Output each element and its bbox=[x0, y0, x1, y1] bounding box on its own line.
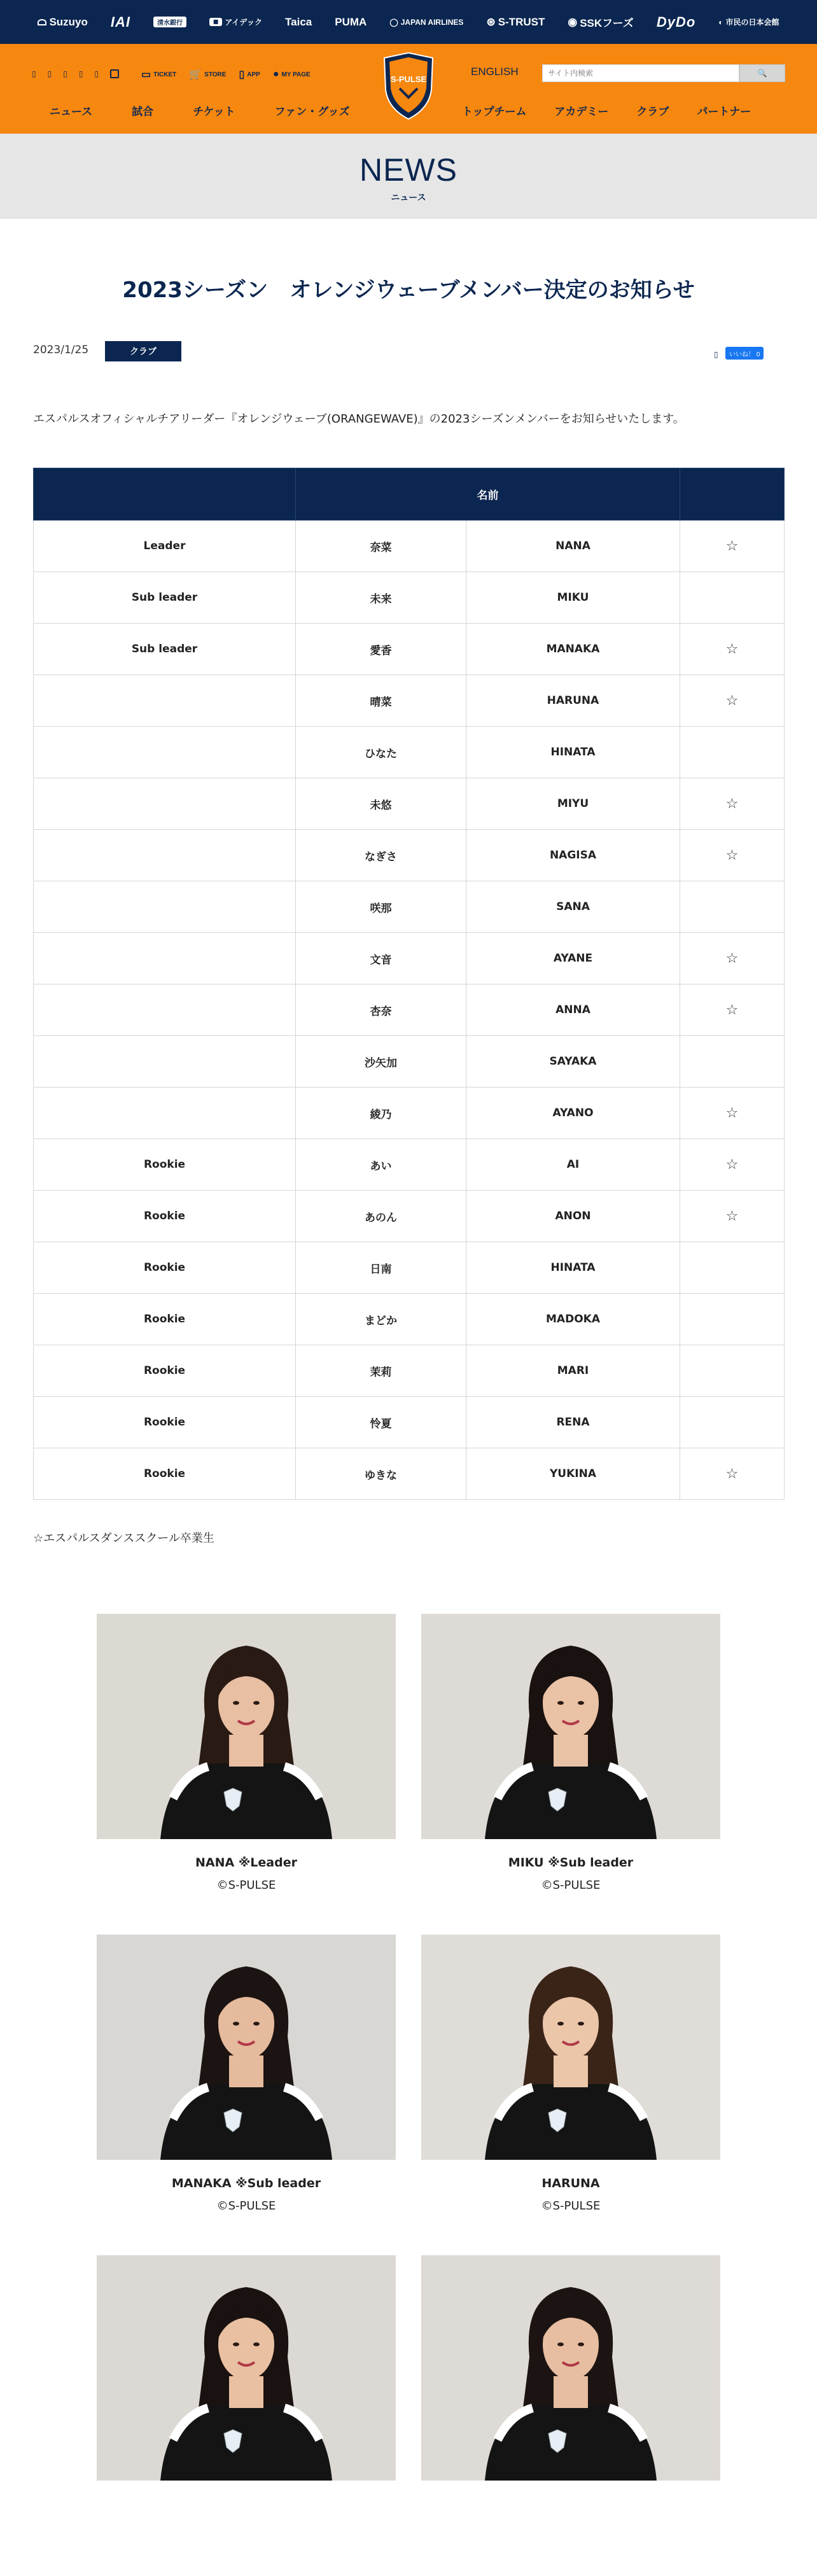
member-rows bbox=[34, 521, 785, 1500]
cell-school-mark bbox=[680, 1397, 785, 1448]
cell-name-en: MIKU bbox=[466, 572, 680, 624]
crane-icon: ◯ bbox=[389, 17, 398, 27]
facebook-icon[interactable]: ▯ bbox=[47, 69, 52, 78]
member-photo[interactable] bbox=[421, 2255, 720, 2481]
table-row bbox=[34, 1448, 785, 1500]
table-row bbox=[34, 1345, 785, 1397]
cell-role bbox=[34, 984, 296, 1036]
ticket-link[interactable] bbox=[141, 68, 176, 81]
nav-news[interactable]: ニュース bbox=[50, 106, 93, 118]
cell-school-mark bbox=[680, 1036, 785, 1088]
table-row bbox=[34, 778, 785, 830]
footnote: ☆エスパルスダンススクール卒業生 bbox=[33, 1532, 214, 1545]
photo-caption: NANA ※Leader bbox=[195, 1856, 297, 1870]
cell-role: Sub leader bbox=[34, 624, 296, 675]
cell-role bbox=[34, 933, 296, 984]
cell-name-en: AYANO bbox=[466, 1088, 680, 1139]
cell-school-mark: ☆ bbox=[680, 1088, 785, 1139]
cell-role: Rookie bbox=[34, 1294, 296, 1345]
nav-ticket[interactable]: チケット bbox=[193, 106, 235, 118]
cell-role: Rookie bbox=[34, 1448, 296, 1500]
photo-credit: ©S-PULSE bbox=[216, 1879, 276, 1892]
table-row bbox=[34, 830, 785, 881]
table-row bbox=[34, 984, 785, 1036]
spulse-logo[interactable] bbox=[381, 52, 436, 120]
member-photo[interactable] bbox=[97, 1614, 396, 1839]
main-nav-left bbox=[50, 102, 349, 118]
sponsor-logo-puma[interactable]: PUMA bbox=[335, 15, 367, 28]
cell-name-ja: なぎさ bbox=[296, 830, 466, 881]
sponsor-logo-hall[interactable] bbox=[718, 17, 779, 27]
cell-school-mark: ☆ bbox=[680, 624, 785, 675]
cell-name-ja: 奈菜 bbox=[296, 521, 466, 572]
cell-name-en: RENA bbox=[466, 1397, 680, 1448]
nav-top-team[interactable]: トップチーム bbox=[462, 106, 527, 118]
member-photo-card bbox=[421, 1614, 720, 1935]
table-row bbox=[34, 675, 785, 727]
photo-caption: MIKU ※Sub leader bbox=[508, 1856, 634, 1870]
table-row bbox=[34, 1139, 785, 1191]
member-photo[interactable] bbox=[97, 1935, 396, 2160]
app-link[interactable] bbox=[239, 68, 260, 81]
sponsor-name: JAPAN AIRLINES bbox=[400, 17, 464, 27]
sponsor-logo-suzuyo[interactable] bbox=[38, 16, 87, 29]
cell-name-ja: 愛香 bbox=[296, 624, 466, 675]
sponsor-name: 清水銀行 bbox=[153, 17, 186, 27]
cell-name-en: ANON bbox=[466, 1191, 680, 1242]
aidek-mark-icon: ◼ bbox=[209, 18, 222, 26]
cart-icon: 🛒 bbox=[189, 69, 202, 80]
youtube-icon[interactable]: ▯ bbox=[78, 69, 83, 78]
photo-credit: ©S-PULSE bbox=[541, 1879, 601, 1892]
cell-role: Leader bbox=[34, 521, 296, 572]
article-intro: エスパルスオフィシャルチアリーダー『オレンジウェーブ(ORANGEWAVE)』の2023シーズンメンバーをお知らせいたします。 bbox=[33, 412, 685, 426]
cell-name-ja: 未悠 bbox=[296, 778, 466, 830]
table-row bbox=[34, 1036, 785, 1088]
search-input[interactable] bbox=[542, 64, 739, 82]
nav-fan-goods[interactable]: ファン・グッズ bbox=[274, 106, 350, 118]
cell-role: Sub leader bbox=[34, 572, 296, 624]
share-icon[interactable]: ▯ bbox=[714, 350, 718, 359]
cell-school-mark: ☆ bbox=[680, 1448, 785, 1500]
tiktok-icon[interactable] bbox=[110, 69, 119, 78]
hall-mark-icon: ◐ bbox=[718, 17, 723, 27]
cell-name-ja: 未来 bbox=[296, 572, 466, 624]
cell-name-en: NAGISA bbox=[466, 830, 680, 881]
cell-name-en: HINATA bbox=[466, 727, 680, 778]
member-photo-card bbox=[421, 1935, 720, 2255]
app-label: APP bbox=[247, 71, 260, 78]
sponsor-logo-iai[interactable]: IAI bbox=[110, 13, 131, 30]
table-row bbox=[34, 1397, 785, 1448]
sponsor-logo-strust[interactable] bbox=[486, 16, 545, 29]
photo-grid bbox=[97, 1614, 720, 2576]
cell-role: Rookie bbox=[34, 1397, 296, 1448]
member-photo-card bbox=[97, 1614, 396, 1935]
photo-credit: ©S-PULSE bbox=[216, 2199, 276, 2213]
cell-name-ja: 咲那 bbox=[296, 881, 466, 933]
cell-name-ja: 茉莉 bbox=[296, 1345, 466, 1397]
cell-role bbox=[34, 675, 296, 727]
cell-role: Rookie bbox=[34, 1242, 296, 1294]
table-row bbox=[34, 933, 785, 984]
cell-role bbox=[34, 778, 296, 830]
cell-name-ja: 文音 bbox=[296, 933, 466, 984]
sponsor-name: SSKフーズ bbox=[580, 17, 634, 29]
cell-name-en: MARI bbox=[466, 1345, 680, 1397]
cell-school-mark: ☆ bbox=[680, 675, 785, 727]
news-banner bbox=[0, 134, 817, 219]
photo-caption: MANAKA ※Sub leader bbox=[171, 2176, 321, 2190]
suzuyo-mark-icon bbox=[38, 19, 46, 25]
sponsor-logo-aidek[interactable] bbox=[209, 17, 262, 27]
mypage-label: MY PAGE bbox=[281, 71, 311, 78]
line-icon[interactable]: ▯ bbox=[94, 69, 99, 78]
cell-name-en: SAYAKA bbox=[466, 1036, 680, 1088]
cell-name-ja: 綾乃 bbox=[296, 1088, 466, 1139]
cell-school-mark bbox=[680, 1242, 785, 1294]
facebook-like-button[interactable]: いいね！ 0 bbox=[725, 347, 764, 360]
cell-school-mark bbox=[680, 881, 785, 933]
search-icon: 🔍 bbox=[757, 69, 767, 78]
nav-academy[interactable]: アカデミー bbox=[554, 106, 609, 118]
cell-name-ja: あのん bbox=[296, 1191, 466, 1242]
nav-partner[interactable]: パートナー bbox=[697, 106, 751, 118]
member-table bbox=[33, 468, 785, 1500]
ticket-icon: ▭ bbox=[141, 69, 151, 80]
sponsor-logo-taica[interactable]: Taica bbox=[285, 15, 312, 28]
member-photo-card bbox=[97, 2255, 396, 2576]
cell-school-mark bbox=[680, 727, 785, 778]
table-header-row bbox=[34, 468, 785, 521]
main-nav-right bbox=[462, 102, 751, 118]
banner-subtitle: ニュース bbox=[391, 193, 426, 203]
cell-name-ja: ひなた bbox=[296, 727, 466, 778]
table-row bbox=[34, 1191, 785, 1242]
banner-title: NEWS bbox=[360, 152, 457, 188]
cell-role: Rookie bbox=[34, 1345, 296, 1397]
cell-name-en: HINATA bbox=[466, 1242, 680, 1294]
cell-name-ja: 晴菜 bbox=[296, 675, 466, 727]
user-icon: ● bbox=[272, 69, 279, 80]
header-name: 名前 bbox=[296, 468, 680, 521]
sponsor-logo-dydo[interactable]: DyDo bbox=[656, 13, 696, 30]
sponsor-name: Suzuyo bbox=[49, 15, 88, 28]
ssk-mark-icon: ◉ bbox=[568, 15, 578, 28]
cell-name-en: SANA bbox=[466, 881, 680, 933]
ticket-label: TICKET bbox=[153, 71, 177, 78]
member-photo-card bbox=[97, 1935, 396, 2255]
cell-name-en: MADOKA bbox=[466, 1294, 680, 1345]
cell-school-mark: ☆ bbox=[680, 984, 785, 1036]
cell-school-mark: ☆ bbox=[680, 778, 785, 830]
social-links bbox=[32, 69, 119, 78]
photo-caption: HARUNA bbox=[541, 2176, 600, 2190]
cell-name-en: MIYU bbox=[466, 778, 680, 830]
search-button[interactable] bbox=[739, 64, 785, 82]
cell-name-ja: 日南 bbox=[296, 1242, 466, 1294]
table-row bbox=[34, 572, 785, 624]
table-row bbox=[34, 1294, 785, 1345]
photo-credit: ©S-PULSE bbox=[541, 2199, 601, 2213]
smartphone-icon: ▯ bbox=[239, 69, 245, 80]
cell-school-mark: ☆ bbox=[680, 830, 785, 881]
cell-name-ja: あい bbox=[296, 1139, 466, 1191]
table-row bbox=[34, 1242, 785, 1294]
nav-match[interactable]: 試合 bbox=[132, 106, 154, 118]
sponsor-bar bbox=[0, 0, 817, 44]
site-header bbox=[0, 44, 817, 134]
english-link[interactable]: ENGLISH bbox=[471, 66, 519, 78]
cell-name-ja: まどか bbox=[296, 1294, 466, 1345]
cell-role bbox=[34, 881, 296, 933]
strust-mark-icon: ⊛ bbox=[486, 15, 496, 28]
cell-school-mark bbox=[680, 1294, 785, 1345]
twitter-icon[interactable]: ▯ bbox=[32, 69, 36, 78]
cell-name-ja: ゆきな bbox=[296, 1448, 466, 1500]
logo-text: S-PULSE bbox=[390, 74, 427, 84]
cell-school-mark bbox=[680, 572, 785, 624]
cell-role bbox=[34, 1036, 296, 1088]
table-row bbox=[34, 624, 785, 675]
cell-school-mark: ☆ bbox=[680, 1139, 785, 1191]
table-row bbox=[34, 881, 785, 933]
header-mark bbox=[680, 468, 785, 521]
cell-role bbox=[34, 1088, 296, 1139]
instagram-icon[interactable]: ▯ bbox=[63, 69, 67, 78]
sponsor-logo-shimizu-bank[interactable] bbox=[153, 17, 186, 27]
mypage-link[interactable] bbox=[273, 69, 311, 80]
cell-name-ja: 沙矢加 bbox=[296, 1036, 466, 1088]
cell-name-en: HARUNA bbox=[466, 675, 680, 727]
nav-club[interactable]: クラブ bbox=[636, 106, 669, 118]
cell-role bbox=[34, 830, 296, 881]
cell-name-en: YUKINA bbox=[466, 1448, 680, 1500]
member-photo[interactable] bbox=[421, 1614, 720, 1839]
member-photo[interactable] bbox=[97, 2255, 396, 2481]
sponsor-name: 市民の日本会館 bbox=[725, 18, 779, 27]
cell-school-mark: ☆ bbox=[680, 1191, 785, 1242]
utility-links bbox=[141, 68, 311, 81]
sponsor-name: アイデック bbox=[225, 18, 263, 27]
member-photo[interactable] bbox=[421, 1935, 720, 2160]
cell-name-en: ANNA bbox=[466, 984, 680, 1036]
member-photo-card bbox=[421, 2255, 720, 2576]
sponsor-logo-ssk[interactable] bbox=[568, 14, 633, 30]
header-role bbox=[34, 468, 296, 521]
cell-name-en: MANAKA bbox=[466, 624, 680, 675]
site-search bbox=[542, 64, 785, 82]
cell-name-en: AI bbox=[466, 1139, 680, 1191]
cell-school-mark: ☆ bbox=[680, 933, 785, 984]
cell-name-ja: 杏奈 bbox=[296, 984, 466, 1036]
store-label: STORE bbox=[204, 71, 227, 78]
category-badge[interactable]: クラブ bbox=[105, 341, 181, 361]
cell-name-ja: 怜夏 bbox=[296, 1397, 466, 1448]
cell-school-mark bbox=[680, 1345, 785, 1397]
cell-role bbox=[34, 727, 296, 778]
table-row bbox=[34, 521, 785, 572]
cell-name-en: AYANE bbox=[466, 933, 680, 984]
sponsor-logo-jal[interactable] bbox=[389, 18, 463, 27]
cell-school-mark: ☆ bbox=[680, 521, 785, 572]
article-title: 2023シーズン オレンジウェーブメンバー決定のお知らせ bbox=[122, 277, 695, 303]
table-row bbox=[34, 727, 785, 778]
cell-name-en: NANA bbox=[466, 521, 680, 572]
store-link[interactable] bbox=[189, 68, 226, 81]
cell-role: Rookie bbox=[34, 1191, 296, 1242]
sponsor-name: S-TRUST bbox=[498, 15, 545, 28]
table-row bbox=[34, 1088, 785, 1139]
cell-role: Rookie bbox=[34, 1139, 296, 1191]
article-date: 2023/1/25 bbox=[33, 344, 89, 356]
